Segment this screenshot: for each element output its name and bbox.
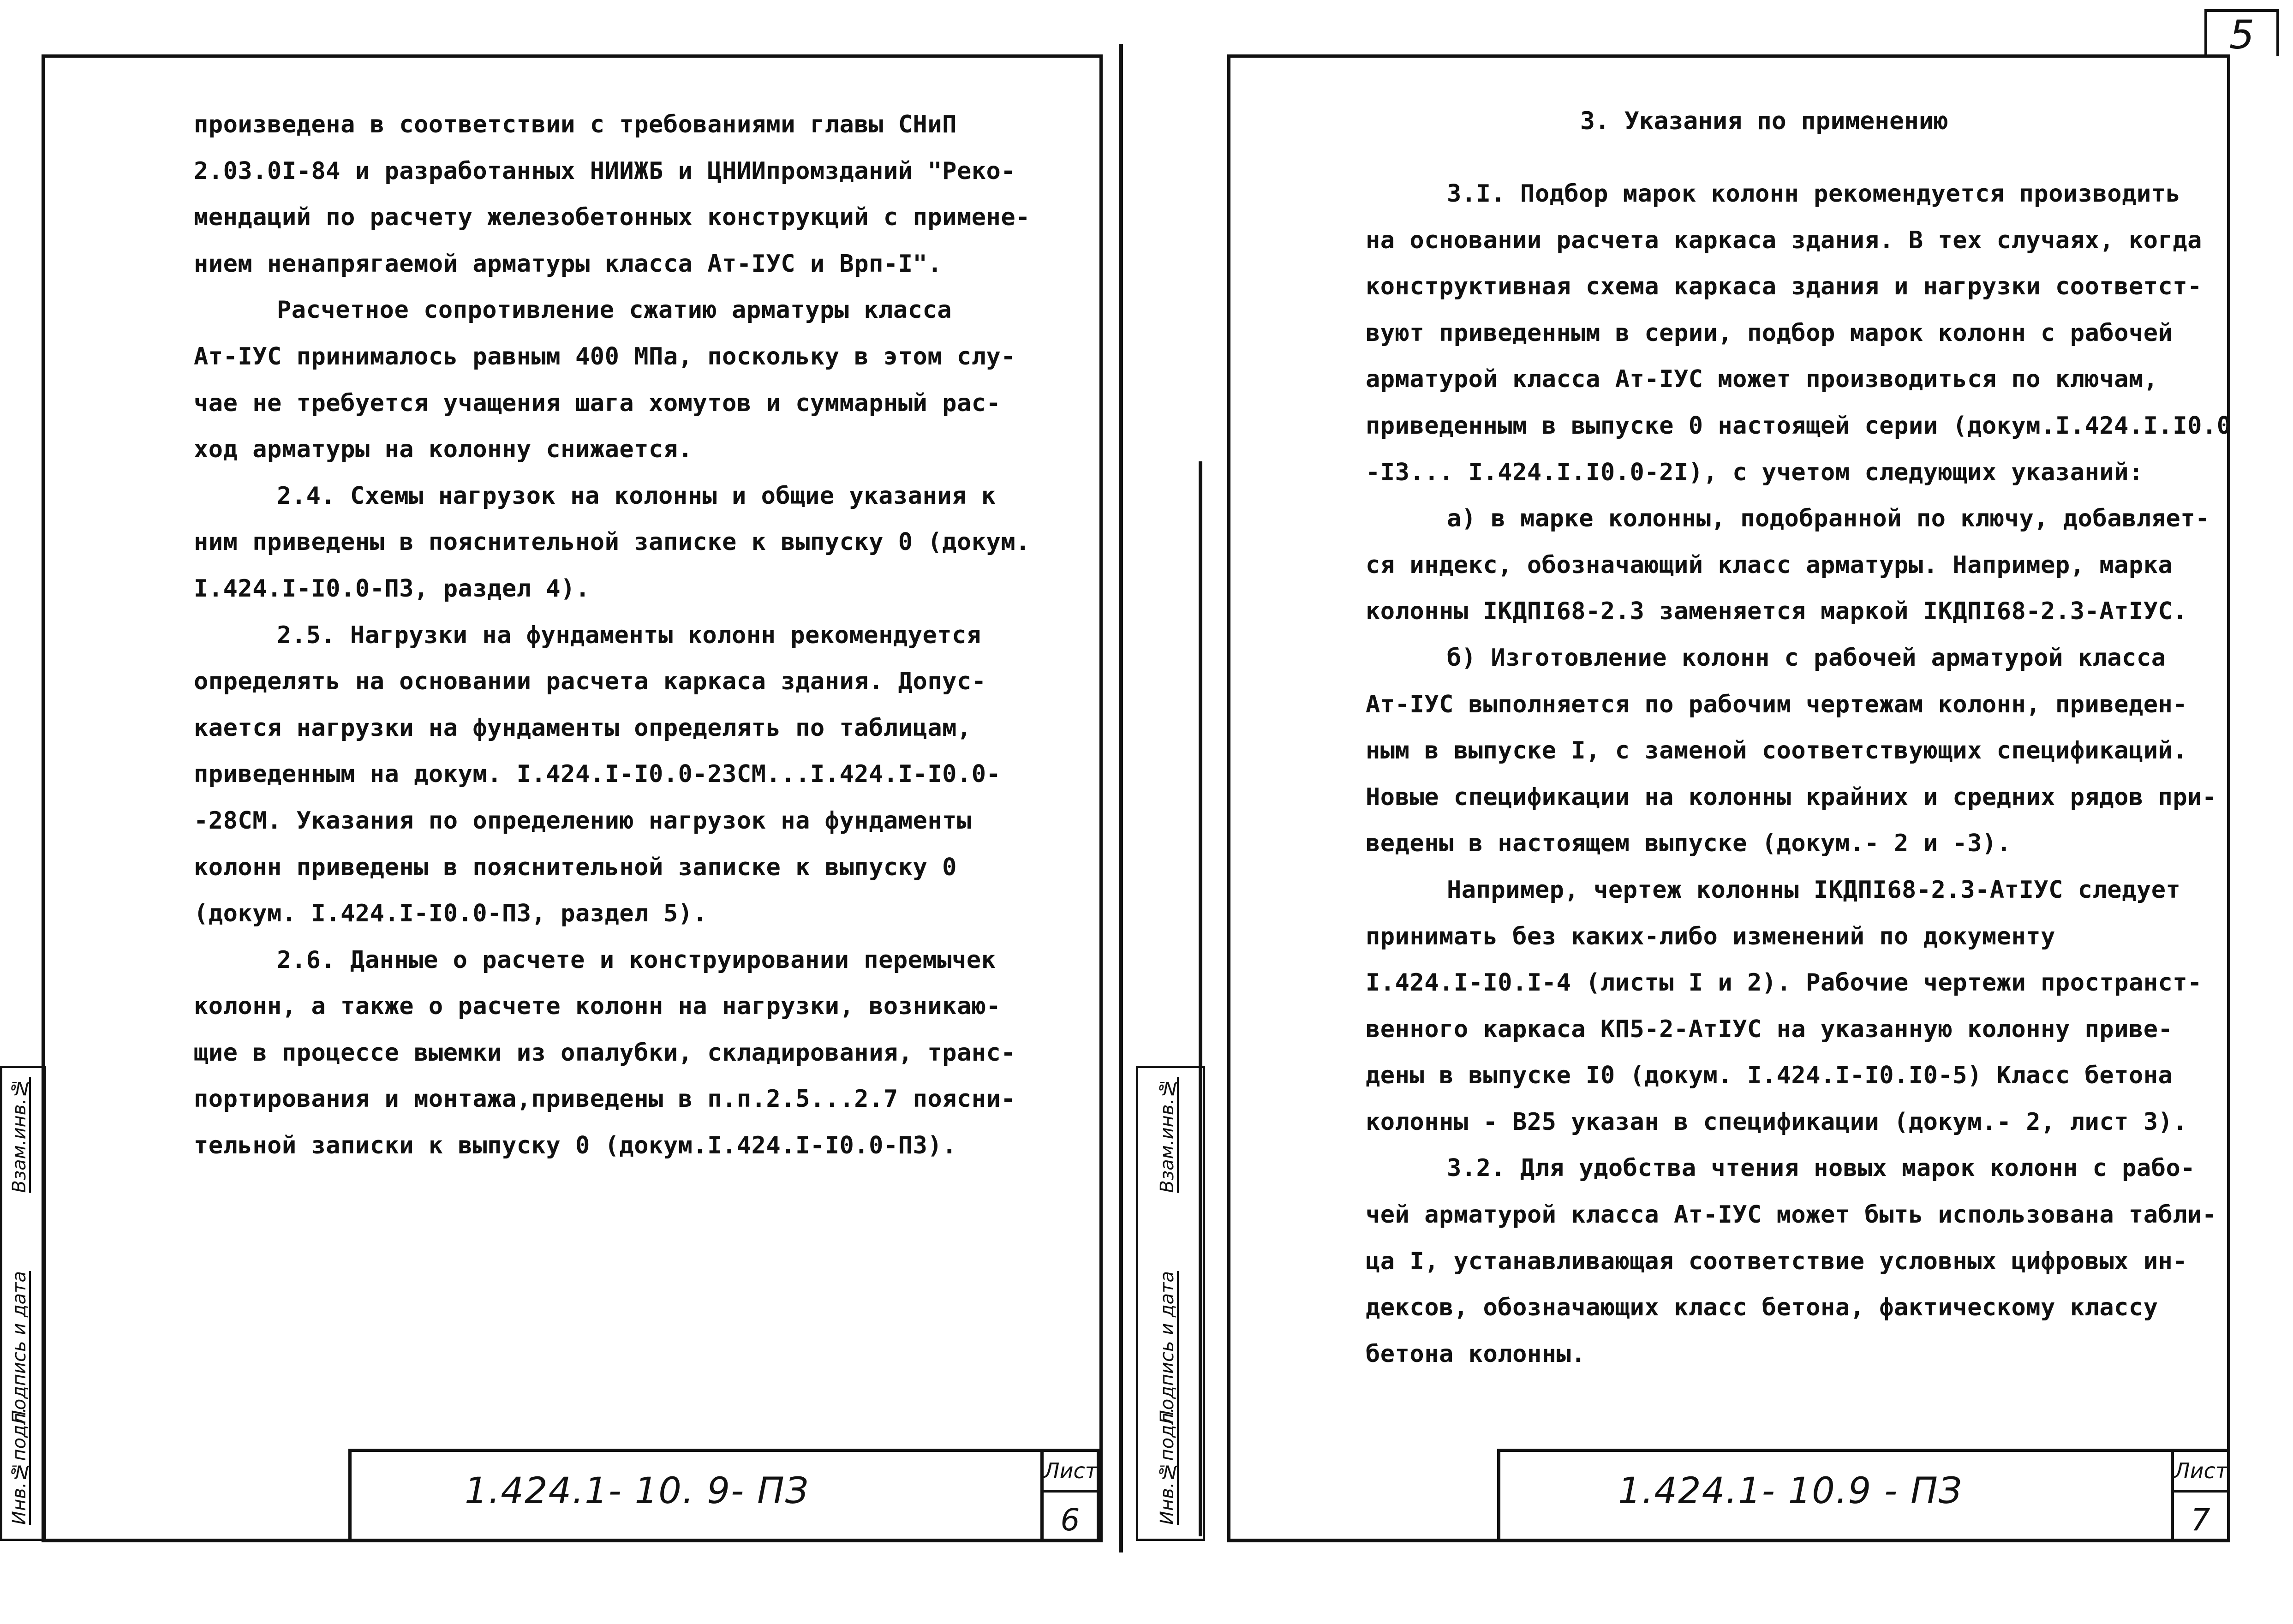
- text-line: Например, чертеж колонны IКДПI68-2.3-АтIУС следует: [1447, 876, 2181, 904]
- document-code: 1.424.1- 10.9 - ПЗ: [1618, 1470, 1963, 1512]
- text-line: определять на основании расчета каркаса здания. Допус-: [194, 668, 986, 696]
- text-line: конструктивная схема каркаса здания и нагрузки соответст-: [1366, 273, 2202, 301]
- text-line: ведены в настоящем выпуске (докум.- 2 и -3).: [1366, 830, 2012, 858]
- text-line: бетона колонны.: [1366, 1340, 1586, 1368]
- text-line: Новые спецификации на колонны крайних и средних рядов при-: [1366, 783, 2217, 811]
- right-page-text: [1366, 171, 2232, 1377]
- right-side-strip: [1136, 1066, 1205, 1541]
- text-line: 2.6. Данные о расчете и конструировании перемычек: [277, 946, 996, 974]
- text-line: колонны - В25 указан в спецификации (докум.- 2, лист 3).: [1366, 1108, 2188, 1136]
- text-line: Ат-IУС выполняется по рабочим чертежам колонн, приведен-: [1366, 690, 2188, 718]
- text-line: 2.5. Нагрузки на фундаменты колонн рекомендуется: [277, 621, 981, 649]
- text-line: колонн, а также о расчете колонн на нагрузки, возникаю-: [194, 992, 1001, 1021]
- sheet-number: 5: [2204, 9, 2279, 56]
- sheet-cell: [2171, 1452, 2227, 1539]
- text-line: приведенным на докум. I.424.I-I0.0-23СМ...I.424.I-I0.0-: [194, 760, 1001, 788]
- text-line: 3.2. Для удобства чтения новых марок колонн с рабо-: [1447, 1154, 2196, 1182]
- side-label-replace: Взам.инв.№: [9, 1077, 30, 1193]
- sheet-number-cell: 6: [1060, 1502, 1080, 1538]
- side-label-signature: Подпись и дата: [9, 1271, 30, 1424]
- sheet-label: Лист: [2174, 1452, 2227, 1493]
- text-line: вуют приведенным в серии, подбор марок колонн с рабочей: [1366, 319, 2173, 347]
- text-line: колонн приведены в пояснительной записке к выпуску 0: [194, 853, 957, 881]
- text-line: мендаций по расчету железобетонных конструкций с примене-: [194, 203, 1030, 232]
- right-title-block: [1497, 1449, 2230, 1542]
- text-line: а) в марке колонны, подобранной по ключу, добавляет-: [1447, 505, 2210, 533]
- text-line: колонны IКДПI68-2.3 заменяется маркой IКДПI68-2.3-АтIУС.: [1366, 597, 2188, 626]
- text-line: ся индекс, обозначающий класс арматуры. Например, марка: [1366, 551, 2173, 579]
- text-line: венного каркаса КП5-2-АтIУС на указанную колонну приве-: [1366, 1015, 2173, 1043]
- text-line: I.424.I-I0.0-ПЗ, раздел 4).: [194, 574, 590, 603]
- text-line: нием ненапрягаемой арматуры класса Ат-IУС и Врп-I".: [194, 250, 943, 278]
- side-label-signature: Подпись и дата: [1157, 1271, 1178, 1424]
- document-code: 1.424.1- 10. 9- ПЗ: [465, 1470, 809, 1512]
- text-line: приведенным в выпуске 0 настоящей серии (докум.I.424.I.I0.0: [1366, 412, 2232, 440]
- gutter-line: [1119, 44, 1123, 1552]
- left-side-strip: [0, 1066, 46, 1541]
- text-line: Ат-IУС принималось равным 400 МПа, поскольку в этом слу-: [194, 342, 1016, 370]
- side-label-inv: Инв.№подл.: [9, 1407, 30, 1525]
- text-line: принимать без каких-либо изменений по документу: [1366, 922, 2055, 950]
- sheet-label: Лист: [1044, 1452, 1097, 1493]
- text-line: на основании расчета каркаса здания. В тех случаях, когда: [1366, 226, 2202, 254]
- text-line: чей арматурой класса Ат-IУС может быть использована табли-: [1366, 1201, 2217, 1229]
- text-line: чае не требуется учащения шага хомутов и суммарный рас-: [194, 389, 1001, 417]
- text-line: кается нагрузки на фундаменты определять по таблицам,: [194, 714, 972, 742]
- text-line: 2.03.0I-84 и разработанных НИИЖБ и ЦНИИпромзданий "Реко-: [194, 157, 1016, 185]
- text-line: -I3... I.424.I.I0.0-2I), с учетом следующих указаний:: [1366, 458, 2144, 486]
- text-line: дены в выпуске I0 (докум. I.424.I-I0.I0-5) Класс бетона: [1366, 1062, 2173, 1090]
- text-line: 2.4. Схемы нагрузок на колонны и общие указания к: [277, 482, 996, 510]
- section-heading: 3. Указания по применению: [1580, 107, 1948, 135]
- side-label-replace: Взам.инв.№: [1157, 1077, 1178, 1193]
- text-line: произведена в соответствии с требованиями главы СНиП: [194, 111, 957, 138]
- text-line: арматурой класса Ат-IУС может производиться по ключам,: [1366, 365, 2158, 394]
- text-line: Расчетное сопротивление сжатию арматуры класса: [277, 296, 952, 324]
- text-line: ца I, устанавливающая соответствие условных цифровых ин-: [1366, 1247, 2188, 1275]
- text-line: ход арматуры на колонну снижается.: [194, 436, 693, 464]
- side-label-inv: Инв.№подл.: [1157, 1407, 1178, 1525]
- text-line: 3.I. Подбор марок колонн рекомендуется производить: [1447, 180, 2181, 208]
- text-line: дексов, обозначающих класс бетона, фактическому классу: [1366, 1294, 2158, 1322]
- sheet-number-cell: 7: [2191, 1502, 2210, 1538]
- text-line: (докум. I.424.I-I0.0-ПЗ, раздел 5).: [194, 900, 708, 928]
- text-line: портирования и монтажа,приведены в п.п.2.5...2.7 поясни-: [194, 1085, 1016, 1113]
- left-page-text: [194, 102, 1030, 1169]
- text-line: ним приведены в пояснительной записке к выпуску 0 (докум.: [194, 528, 1030, 556]
- text-line: тельной записки к выпуску 0 (докум.I.424.I-I0.0-ПЗ).: [194, 1132, 957, 1160]
- text-line: б) Изготовление колонн с рабочей арматурой класса: [1447, 644, 2166, 672]
- text-line: -28СМ. Указания по определению нагрузок на фундаменты: [194, 806, 972, 835]
- text-line: щие в процессе выемки из опалубки, складирования, транс-: [194, 1039, 1016, 1067]
- sheet-cell: [1040, 1452, 1097, 1539]
- left-title-block: [348, 1449, 1100, 1542]
- text-line: I.424.I-I0.I-4 (листы I и 2). Рабочие чертежи пространст-: [1366, 969, 2202, 997]
- text-line: ным в выпуске I, с заменой соответствующих спецификаций.: [1366, 737, 2188, 765]
